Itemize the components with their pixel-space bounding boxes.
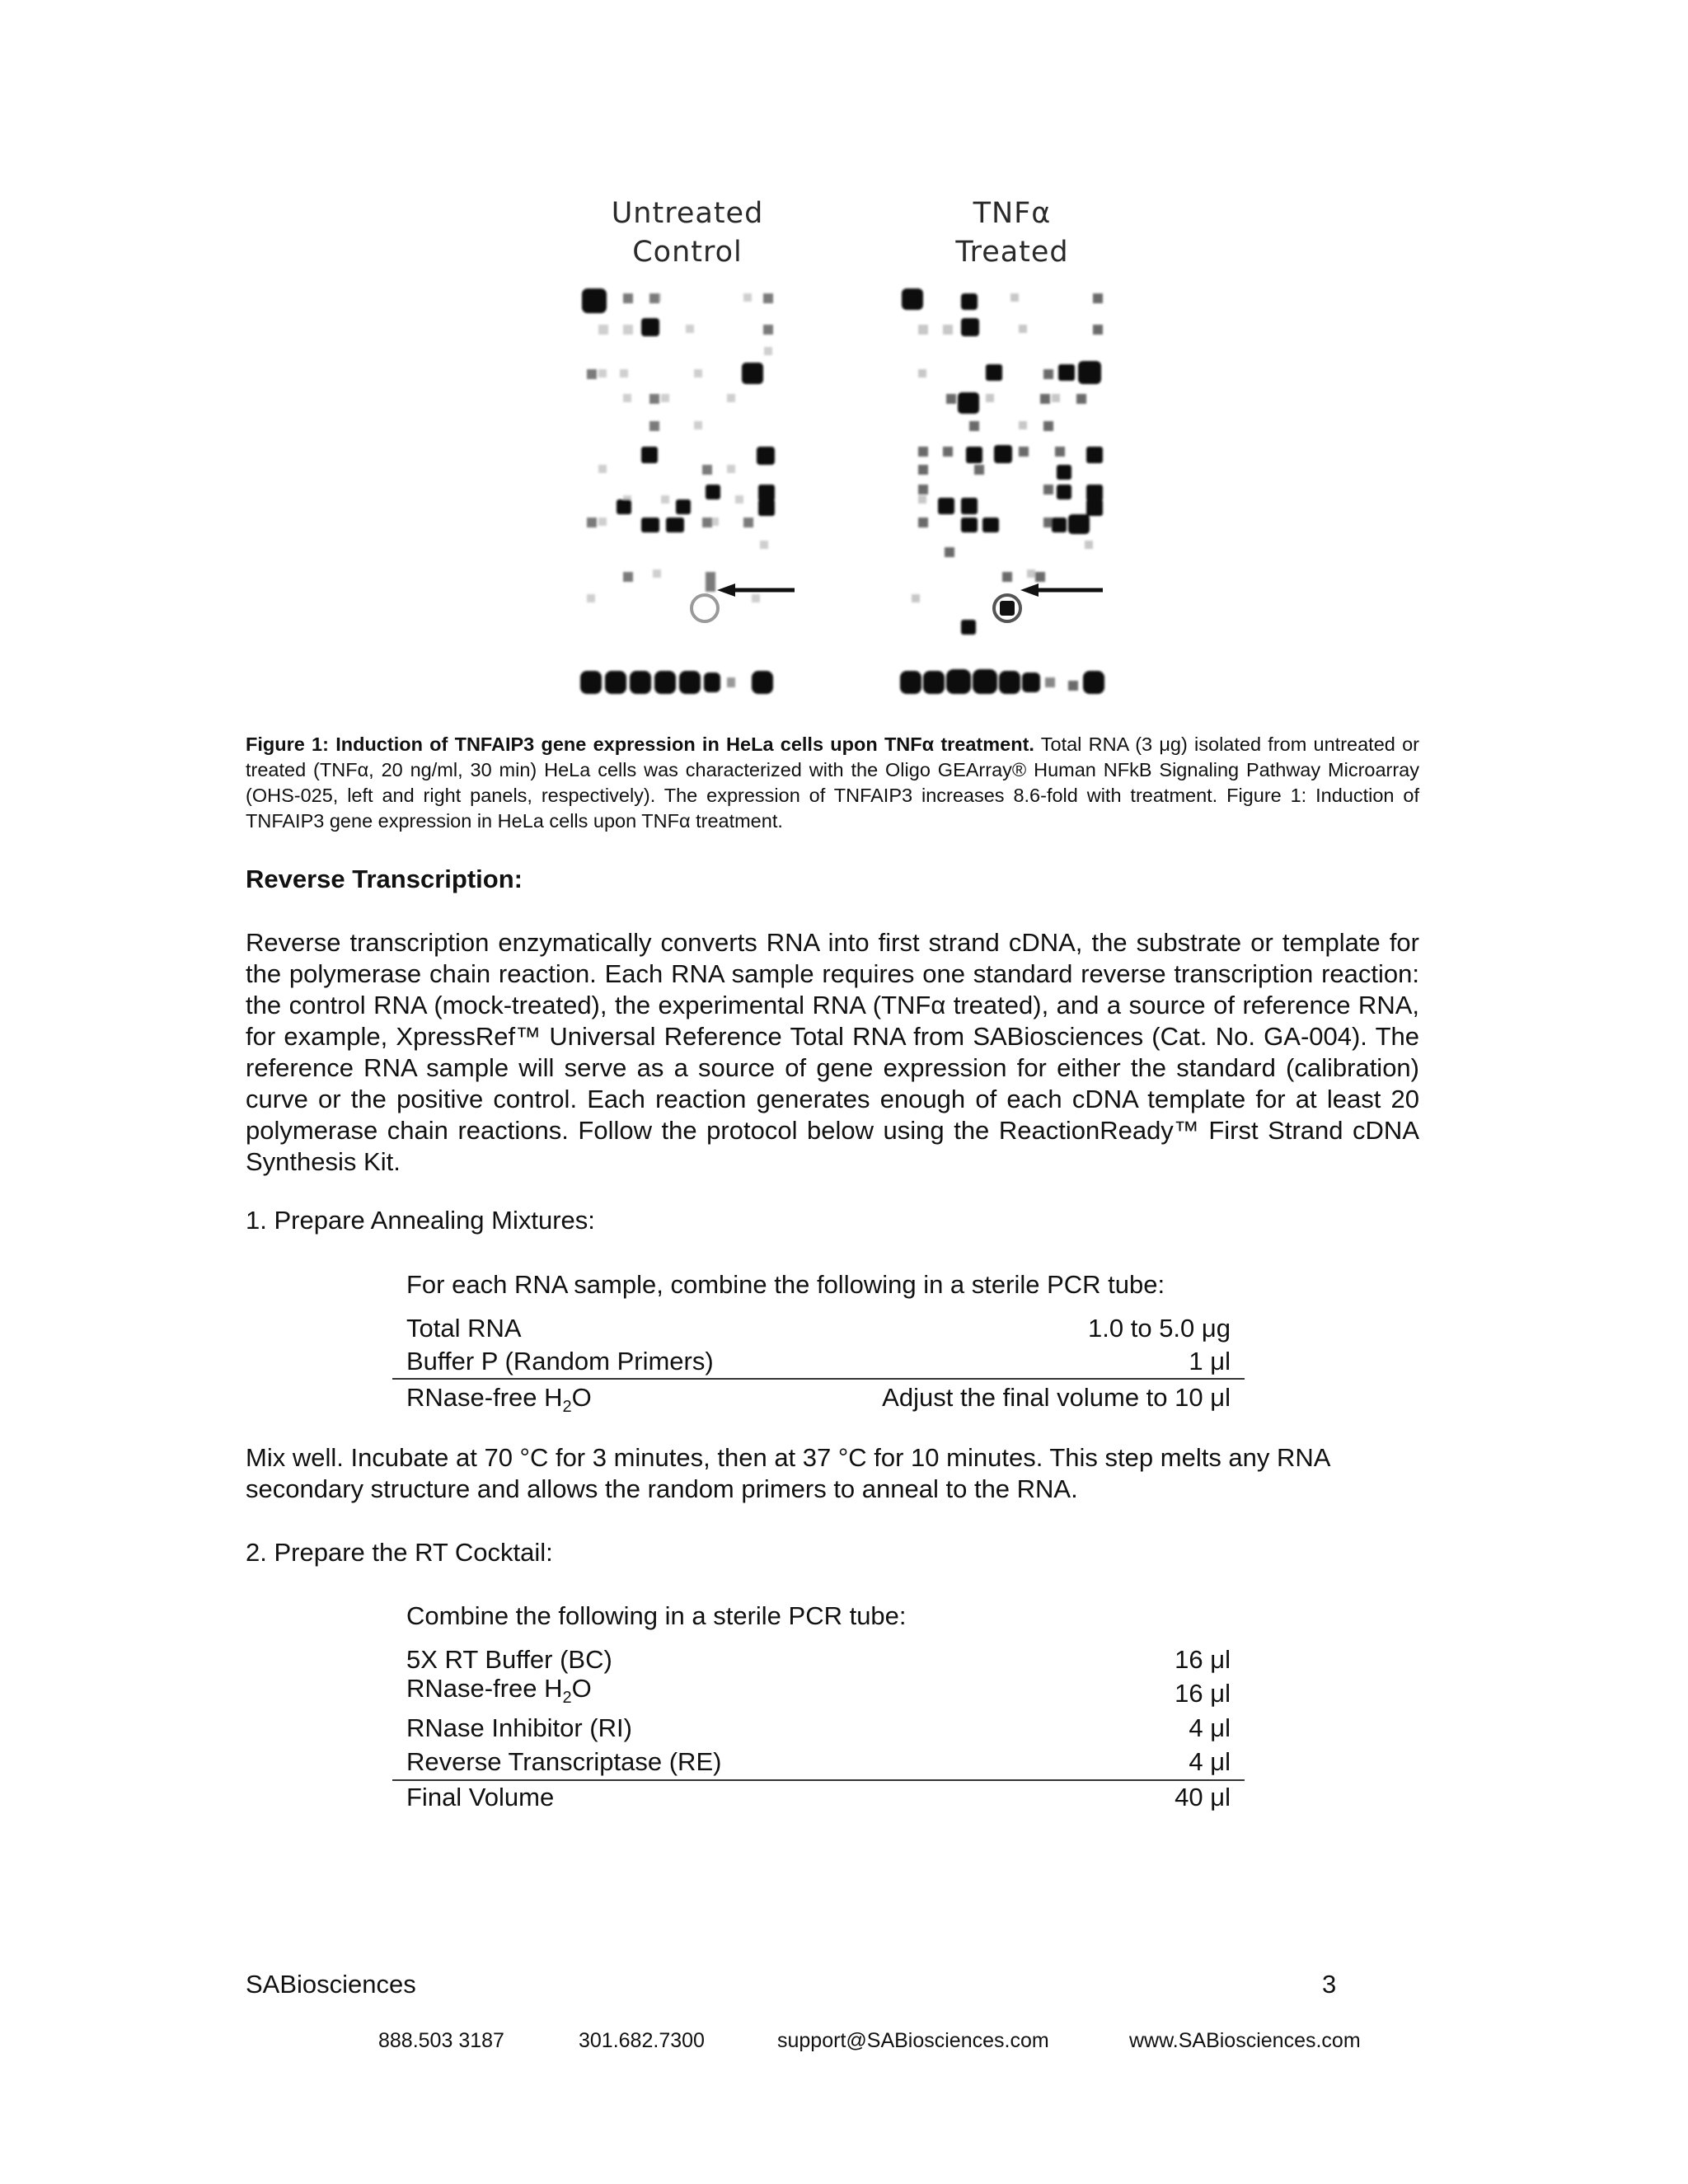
footer-phone-2: 301.682.7300 [579,2029,705,2052]
reagent-name: Total RNA [406,1314,522,1343]
reagent-name-subscript: 2 [562,1689,572,1707]
reagent-amount: Adjust the final volume to 10 μl [882,1383,1231,1412]
section-paragraph: Reverse transcription enzymatically converts RNA into first strand cDNA, the substrate or template for the polymerase chain reaction. Each RNA sample requires one standard reverse transcription reaction: the control RNA (mock-treated), the experimental RNA (TNFα treated), and a source of reference RNA, for example, XpressRef™ Universal Reference Total RNA from SABiosciences (Cat. No. GA-004). The reference RNA sample will serve as a source of gene expression for either the standard (calibration) curve or the positive control. Each reaction generates enough of each cDNA template for at least 20 polymerase chain reactions. Follow the protocol below using the ReactionReady™ First Strand cDNA Synthesis Kit. [246,928,1419,1176]
left-panel-label [564,194,811,272]
reagent-name-prefix: RNase-free H [406,1383,563,1412]
right-label-line1: TNFα [973,197,1052,230]
step2-intro: Combine the following in a sterile PCR tube: [406,1601,907,1630]
table-row [392,1674,1245,1712]
reagent-name-subscript: 2 [562,1398,572,1416]
step1-note: Mix well. Incubate at 70 °C for 3 minutes, then at 37 °C for 10 minutes. This step melts any RNA secondary structure and allows the random primers to anneal to the RNA. [246,1443,1329,1503]
reagent-amount: 40 μl [1175,1783,1231,1811]
footer-website[interactable]: www.SABiosciences.com [1129,2029,1361,2052]
caption-title: Figure 1: Induction of TNFAIP3 gene expression in HeLa cells upon TNFα treatment. [246,733,1034,755]
reagent-amount: 16 μl [1175,1679,1231,1708]
reagent-name-prefix: RNase-free H [406,1674,563,1703]
reagent-name: RNase Inhibitor (RI) [406,1713,632,1742]
reagent-name [406,1380,592,1419]
left-label-line2: Control [632,236,743,269]
table-row [392,1779,1245,1816]
reagent-amount: 4 μl [1189,1747,1231,1776]
reagent-amount: 1 μl [1189,1347,1231,1376]
annealing-mixture-table [392,1312,1245,1416]
footer-phone-1: 888.503 3187 [378,2029,504,2052]
reagent-name-suffix: O [571,1383,592,1412]
footer-email[interactable]: support@SABiosciences.com [777,2029,1049,2052]
section-heading: Reverse Transcription: [246,865,523,893]
table-row [392,1712,1245,1746]
reagent-name: Final Volume [406,1783,555,1811]
table-row [392,1312,1245,1345]
left-label-line1: Untreated [611,197,764,230]
reagent-name-suffix: O [571,1674,592,1703]
rt-cocktail-table [392,1643,1245,1816]
reagent-amount: 4 μl [1189,1713,1231,1742]
step2-title: 2. Prepare the RT Cocktail: [246,1538,553,1567]
step1-title: 1. Prepare Annealing Mixtures: [246,1206,595,1235]
untreated-array-image [570,277,818,715]
table-row [392,1378,1245,1416]
table-row [392,1746,1245,1779]
reagent-name [406,1672,592,1708]
table-row [392,1345,1245,1378]
microarray-figure [570,194,1147,715]
right-panel-label [889,194,1136,272]
reagent-amount: 1.0 to 5.0 μg [1088,1314,1231,1343]
reagent-amount: 16 μl [1175,1645,1231,1674]
step1-intro: For each RNA sample, combine the following in a sterile PCR tube: [406,1270,1165,1299]
footer-company: SABiosciences [246,1970,416,1999]
treated-array-image [895,277,1147,715]
right-label-line2: Treated [955,236,1069,269]
reagent-name: Reverse Transcriptase (RE) [406,1747,722,1776]
caption-text: Total RNA (3 μg) isolated from untreated or treated (TNFα, 20 ng/ml, 30 min) HeLa cells was characterized with the Oligo GEArray® Human NFkB Signaling Pathway Microarray (OHS-025, left and right panels, respectively). The expression of TNFAIP3 increases 8.6-fold with treatment. Figure 1: Induction of TNFAIP3 gene expression in HeLa cells upon TNFα treatment. [246,733,1419,832]
reagent-name: Buffer P (Random Primers) [406,1347,714,1376]
reagent-name: 5X RT Buffer (BC) [406,1645,612,1674]
figure-caption [246,732,1419,834]
page-number: 3 [1322,1970,1337,1999]
